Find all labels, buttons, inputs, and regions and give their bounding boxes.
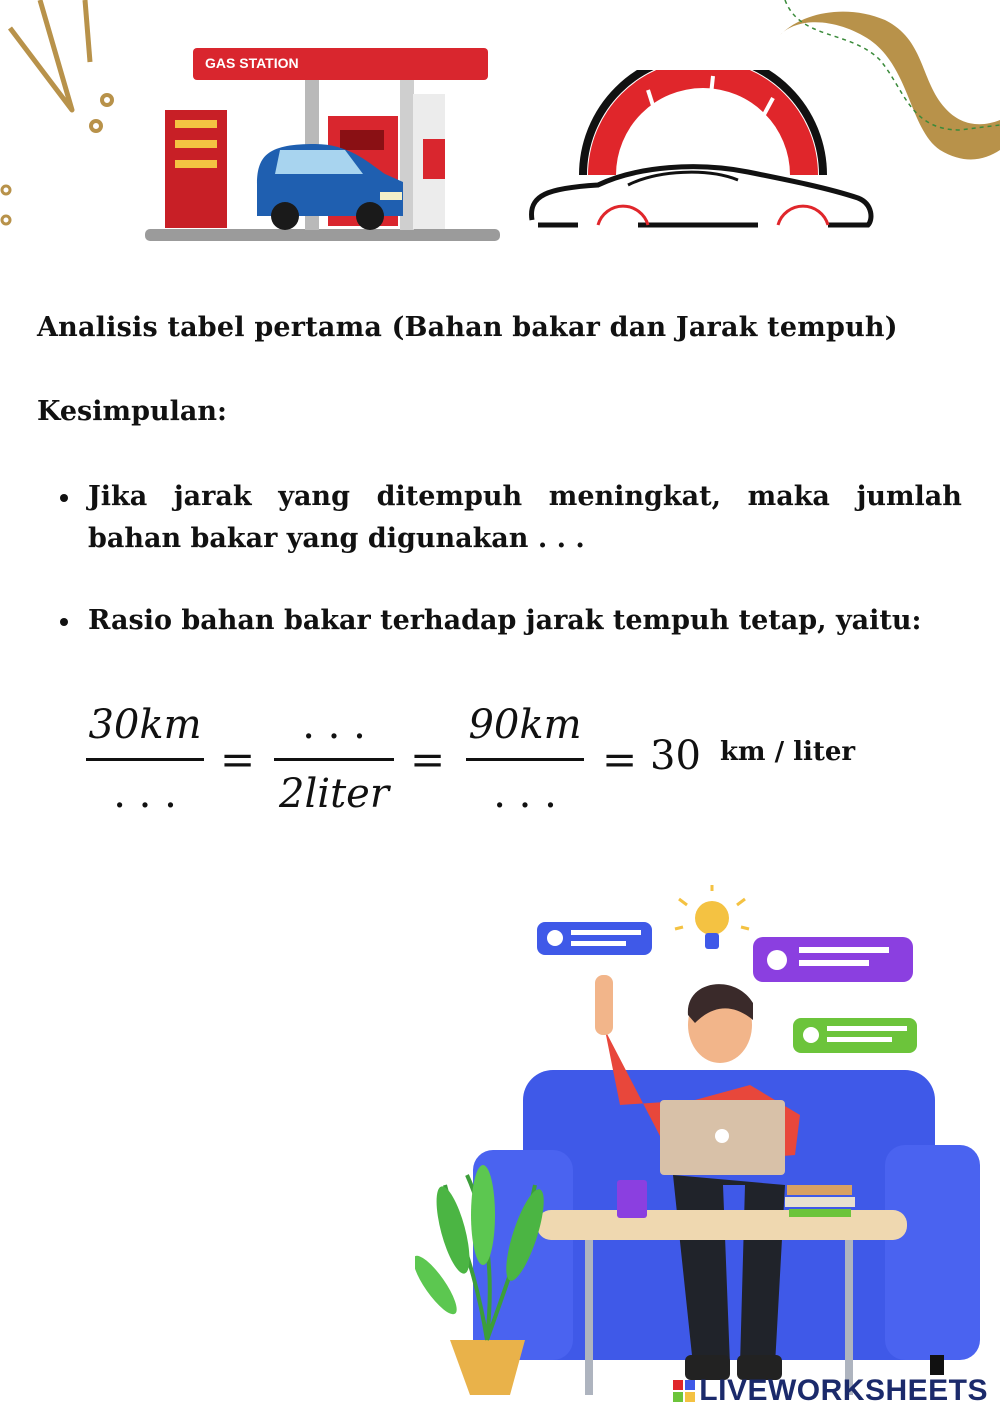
bullet-dot bbox=[60, 618, 68, 626]
liveworksheets-watermark bbox=[673, 1374, 988, 1408]
equals-sign: = bbox=[602, 735, 638, 784]
word: maka bbox=[747, 481, 830, 512]
fraction-2 bbox=[274, 702, 394, 817]
fraction-1-numerator: 30km bbox=[88, 702, 202, 748]
bullet-line-1 bbox=[88, 476, 962, 518]
fraction-bar bbox=[86, 758, 204, 761]
equals-sign: = bbox=[220, 735, 256, 784]
word: Jika bbox=[88, 481, 148, 512]
fraction-bar bbox=[274, 758, 394, 761]
word: meningkat, bbox=[548, 481, 721, 512]
speedometer-car-illustration bbox=[528, 70, 878, 240]
conclusion-label: Kesimpulan: bbox=[37, 396, 227, 427]
fraction-3 bbox=[466, 702, 584, 817]
bullet-line-2: bahan bakar yang digunakan . . . bbox=[88, 523, 585, 554]
person-on-sofa-illustration bbox=[415, 885, 995, 1400]
fraction-3-denominator-blank[interactable]: . . . bbox=[493, 771, 557, 817]
word: ditempuh bbox=[376, 481, 523, 512]
equation-unit: km / liter bbox=[720, 737, 856, 767]
equation-result: 30 bbox=[650, 733, 701, 779]
bullet-item-ratio: Rasio bahan bakar terhadap jarak tempuh tetap, yaitu: bbox=[88, 605, 922, 636]
watermark-text: LIVEWORKSHEETS bbox=[699, 1374, 988, 1407]
analysis-heading: Analisis tabel pertama (Bahan bakar dan Jarak tempuh) bbox=[37, 312, 898, 343]
fraction-2-numerator-blank[interactable]: . . . bbox=[302, 702, 366, 748]
fraction-bar bbox=[466, 758, 584, 761]
word: jumlah bbox=[856, 481, 962, 512]
fraction-2-denominator: 2liter bbox=[279, 771, 389, 817]
word: yang bbox=[278, 481, 350, 512]
equals-sign: = bbox=[410, 735, 446, 784]
gas-station-sign-text: GAS STATION bbox=[205, 55, 299, 71]
liveworksheets-logo-icon bbox=[673, 1380, 695, 1402]
word: jarak bbox=[173, 481, 252, 512]
fraction-1-denominator-blank[interactable]: . . . bbox=[113, 771, 177, 817]
fraction-3-numerator: 90km bbox=[468, 702, 582, 748]
gold-decoration-left bbox=[0, 0, 130, 240]
bullet-item-distance bbox=[88, 476, 962, 560]
gas-station-illustration bbox=[145, 44, 505, 244]
fraction-1 bbox=[86, 702, 204, 817]
bullet-dot bbox=[60, 494, 68, 502]
